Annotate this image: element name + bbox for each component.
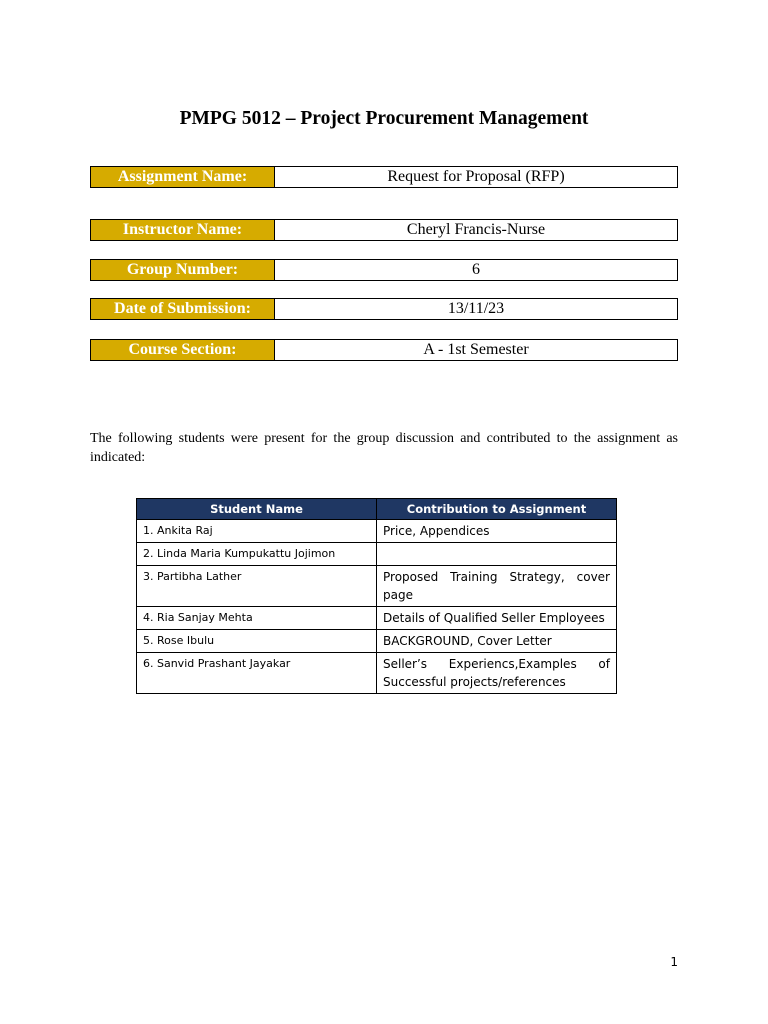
table-header-row [137,499,617,520]
contribution-cell [377,543,617,566]
document-title: PMPG 5012 – Project Procurement Management [179,108,589,129]
table-row [137,520,617,543]
table-row [137,630,617,653]
contribution-cell: Seller’s Experiencs,Examples of Successful projects/references [377,653,617,694]
date-of-submission-row [90,298,678,320]
date-of-submission-label: Date of Submission: [91,299,275,319]
instructor-name-value: Cheryl Francis-Nurse [406,221,546,238]
assignment-name-label: Assignment Name: [91,167,275,187]
intro-paragraph: The following students were present for the group discussion and contributed to the assignment as indicated: [90,431,678,465]
course-section-row [90,339,678,361]
student-name-cell: 6. Sanvid Prashant Jayakar [137,653,377,694]
student-name-header: Student Name [137,499,377,520]
group-number-label: Group Number: [91,260,275,280]
contribution-cell: Proposed Training Strategy, cover page [377,566,617,607]
table-row [137,566,617,607]
contribution-cell: Details of Qualified Seller Employees [377,607,617,630]
contribution-header: Contribution to Assignment [377,499,617,520]
student-name-cell: 2. Linda Maria Kumpukattu Jojimon [137,543,377,566]
student-name-cell: 5. Rose Ibulu [137,630,377,653]
group-number-value: 6 [472,261,480,278]
table-row [137,607,617,630]
table-row [137,653,617,694]
course-section-label: Course Section: [91,340,275,360]
contribution-cell: Price, Appendices [377,520,617,543]
student-name-cell: 3. Partibha Lather [137,566,377,607]
course-section-value: A - 1st Semester [423,341,529,358]
table-row [137,543,617,566]
page-number: 1 [670,955,678,969]
contribution-table [136,498,617,694]
student-name-cell: 4. Ria Sanjay Mehta [137,607,377,630]
contribution-cell: BACKGROUND, Cover Letter [377,630,617,653]
group-number-row [90,259,678,281]
assignment-name-value: Request for Proposal (RFP) [387,168,565,185]
instructor-name-label: Instructor Name: [91,220,275,240]
instructor-name-row [90,219,678,241]
assignment-name-row [90,166,678,188]
student-name-cell: 1. Ankita Raj [137,520,377,543]
date-of-submission-value: 13/11/23 [447,300,505,317]
